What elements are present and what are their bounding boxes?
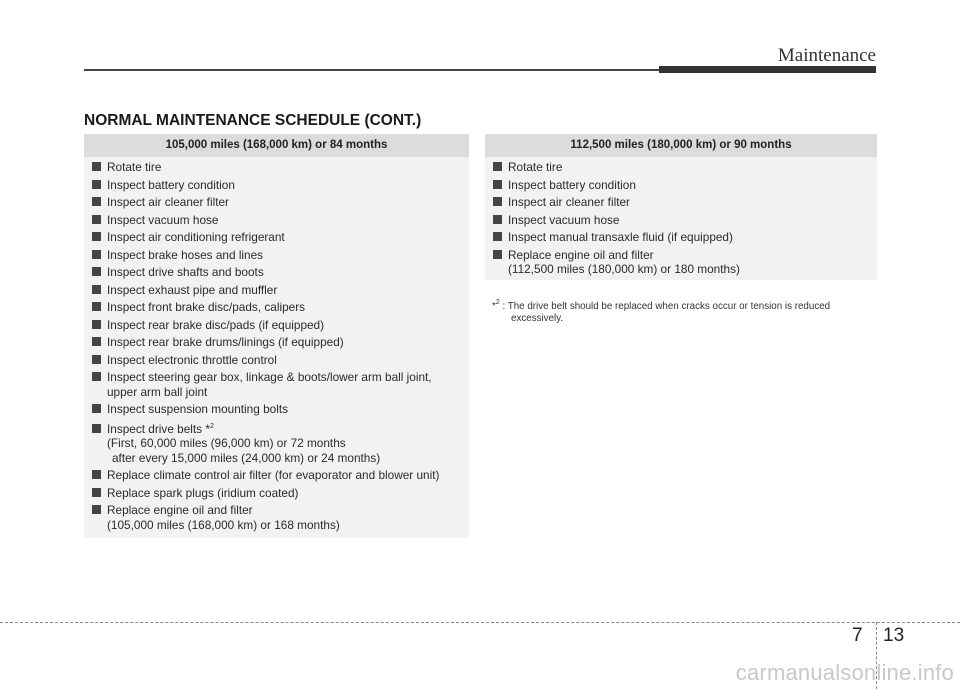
checklist <box>485 157 877 277</box>
checkbox-icon <box>92 285 101 294</box>
panel-heading: 112,500 miles (180,000 km) or 90 months <box>485 134 877 157</box>
list-item: Inspect electronic throttle control <box>92 353 469 368</box>
checkbox-icon <box>92 372 101 381</box>
list-item: Inspect drive shafts and boots <box>92 265 469 280</box>
list-item-engine-oil: Replace engine oil and filter (112,500 miles (180,000 km) or 180 months) <box>493 248 877 277</box>
checkbox-icon <box>92 302 101 311</box>
checkbox-icon <box>92 320 101 329</box>
list-item-spark-plugs: Replace spark plugs (iridium coated) <box>92 486 469 501</box>
checkbox-icon <box>92 232 101 241</box>
panel-heading: 105,000 miles (168,000 km) or 84 months <box>84 134 469 157</box>
list-item-drive-belts: Inspect drive belts *$^2$ (First, 60,000 miles (96,000 km) or 72 months after every 15,000 miles (24,000 km) or 24 months) <box>92 420 469 466</box>
checkbox-icon <box>92 424 101 433</box>
page-title: NORMAL MAINTENANCE SCHEDULE (CONT.) <box>84 112 422 129</box>
checkbox-icon <box>92 337 101 346</box>
list-item-climate-filter: Replace climate control air filter (for evaporator and blower unit) <box>92 468 469 483</box>
list-item: Inspect air conditioning refrigerant <box>92 230 469 245</box>
list-item: Inspect battery condition <box>493 178 877 193</box>
checkbox-icon <box>92 215 101 224</box>
checkbox-icon <box>92 250 101 259</box>
list-item: Inspect front brake disc/pads, calipers <box>92 300 469 315</box>
list-item-steering: Inspect steering gear box, linkage & boots/lower arm ball joint, upper arm ball joint <box>92 370 469 399</box>
list-item: Inspect vacuum hose <box>493 213 877 228</box>
list-item: Inspect brake hoses and lines <box>92 248 469 263</box>
list-item-engine-oil: Replace engine oil and filter (105,000 miles (168,000 km) or 168 months) <box>92 503 469 532</box>
watermark: carmanualsonline.info <box>735 660 954 685</box>
list-item-suspension: Inspect suspension mounting bolts <box>92 402 469 417</box>
checkbox-icon <box>493 162 502 171</box>
list-item: Inspect exhaust pipe and muffler <box>92 283 469 298</box>
list-item: Rotate tire <box>493 160 877 175</box>
checkbox-icon <box>493 232 502 241</box>
checklist <box>84 157 469 532</box>
section-header-title: Maintenance <box>777 45 876 66</box>
list-item: Inspect manual transaxle fluid (if equipped) <box>493 230 877 245</box>
footnote: *$^2$ : The drive belt should be replaced when cracks occur or tension is reduced excessively. <box>492 299 831 324</box>
chapter-number: 7 <box>852 625 863 646</box>
list-item: Inspect air cleaner filter <box>493 195 877 210</box>
checkbox-icon <box>92 505 101 514</box>
checkbox-icon <box>493 215 502 224</box>
header-rule-thin <box>84 69 659 71</box>
checkbox-icon <box>92 180 101 189</box>
checkbox-icon <box>493 250 502 259</box>
checkbox-icon <box>92 488 101 497</box>
checkbox-icon <box>493 180 502 189</box>
list-item: Inspect rear brake disc/pads (if equipped) <box>92 318 469 333</box>
checkbox-icon <box>92 470 101 479</box>
list-item: Inspect rear brake drums/linings (if equipped) <box>92 335 469 350</box>
footer-divider <box>0 622 960 623</box>
schedule-panel-112500 <box>485 134 877 280</box>
checkbox-icon <box>92 355 101 364</box>
list-item: Inspect air cleaner filter <box>92 195 469 210</box>
checkbox-icon <box>92 267 101 276</box>
list-item: Rotate tire <box>92 160 469 175</box>
page-number: 13 <box>883 625 905 646</box>
list-item: Inspect battery condition <box>92 178 469 193</box>
checkbox-icon <box>493 197 502 206</box>
checkbox-icon <box>92 162 101 171</box>
list-item: Inspect vacuum hose <box>92 213 469 228</box>
checkbox-icon <box>92 404 101 413</box>
header-rule-thick <box>659 66 876 73</box>
checkbox-icon <box>92 197 101 206</box>
schedule-panel-105000 <box>84 134 469 538</box>
